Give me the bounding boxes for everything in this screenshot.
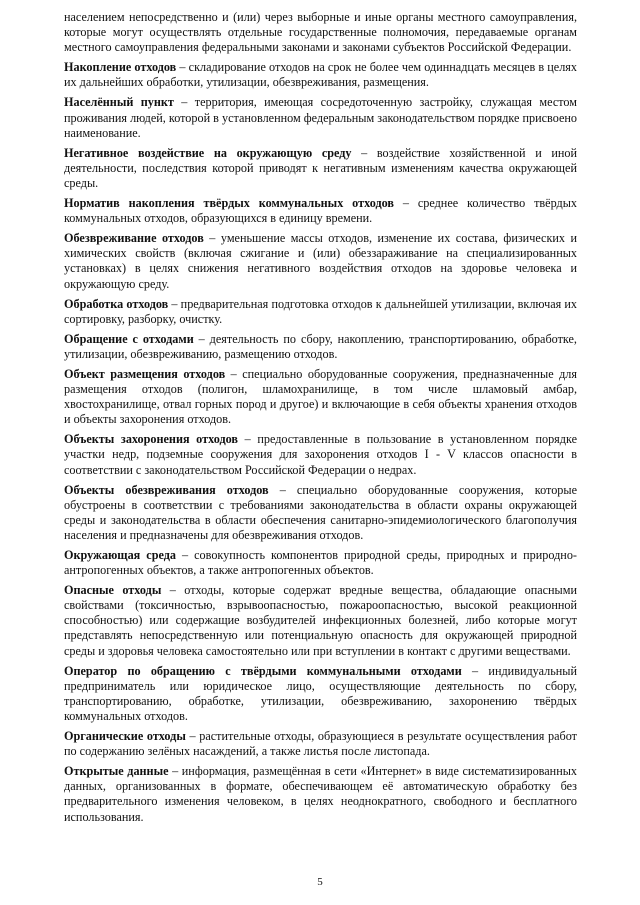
glossary-entry — [64, 729, 577, 759]
page-number: 5 — [317, 876, 323, 888]
glossary-entry — [64, 231, 577, 291]
glossary-entry — [64, 583, 577, 658]
glossary-definition: – складирование отходов на срок не более чем одиннадцать месяцев в целях их дальнейших обработки, утилизации, обезвреживания, размещения. — [64, 60, 577, 90]
glossary-term: Накопление отходов — [64, 60, 177, 75]
glossary-definition: – деятельность по сбору, накоплению, транспортированию, обработке, утилизации, обезвреживанию, размещению отходов. — [64, 331, 577, 361]
glossary-entries — [64, 60, 577, 824]
glossary-term: Оператор по обращению с твёрдыми коммунальными отходами — [64, 663, 462, 678]
glossary-entry — [64, 432, 577, 477]
glossary-definition: – специально оборудованные сооружения, которые обустроены в соответствии с требованиями законодательства в области охраны окружающей среды и законодательства в области обеспечения санитарно-эпидемиологического благополучия населения и предназначены для обезвреживания отходов. — [64, 482, 577, 542]
glossary-term: Обработка отходов — [64, 296, 169, 311]
glossary-entry — [64, 664, 577, 724]
glossary-term: Объекты захоронения отходов — [64, 432, 239, 447]
glossary-definition: – предварительная подготовка отходов к дальнейшей утилизации, включая их сортировку, разборку, очистку. — [64, 296, 577, 326]
glossary-definition: – специально оборудованные сооружения, предназначенные для размещения отходов (полигон, шламохранилище, в том числе шламовый амбар, хвостохранилище, отвал горных пород и другое) и включающие в себя объекты хранения отходов и объекты захоронения отходов. — [64, 366, 577, 427]
glossary-term: Обезвреживание отходов — [64, 231, 204, 246]
glossary-definition: – среднее количество твёрдых коммунальных отходов, образующихся в единицу времени. — [64, 196, 577, 226]
glossary-entry — [64, 146, 577, 191]
glossary-entry — [64, 548, 577, 578]
glossary-definition: – растительные отходы, образующиеся в результате осуществления работ по содержанию зелёных насаждений, а также листья после листопада. — [64, 729, 577, 759]
glossary-entry — [64, 764, 577, 824]
glossary-definition: – территория, имеющая сосредоточенную застройку, служащая местом проживания людей, которой в установленном федеральным законодательством порядке присвоено наименование. — [64, 95, 577, 140]
glossary-term: Норматив накопления твёрдых коммунальных отходов — [64, 196, 394, 211]
glossary-term: Опасные отходы — [64, 583, 162, 598]
glossary-term: Окружающая среда — [64, 548, 176, 562]
glossary-term: Обращение с отходами — [64, 331, 194, 346]
glossary-term: Объект размещения отходов — [64, 366, 226, 381]
glossary-body — [64, 10, 577, 830]
glossary-definition: – отходы, которые содержат вредные вещества, обладающие опасными свойствами (токсичностью, взрывоопасностью, пожароопасностью, высокой реакционной способностью) или содержащие возбудителей инфекционных болезней, либо которые могут представлять непосредственную или потенциальную опасность для окружающей природной среды и здоровья человека самостоятельно или при вступлении в контакт с другими веществами. — [64, 583, 577, 658]
glossary-definition: – предоставленные в пользование в установленном порядке участки недр, подземные сооружения для захоронения отходов I - V классов опасности в соответствии с законодательством Российской Федерации о недрах. — [64, 432, 577, 477]
glossary-term: Негативное воздействие на окружающую среду — [64, 145, 352, 160]
glossary-entry — [64, 196, 577, 226]
glossary-term: Открытые данные — [64, 764, 169, 779]
glossary-entry — [64, 367, 577, 427]
glossary-definition: – информация, размещённая в сети «Интернет» в виде систематизированных данных, организованных в формате, обеспечивающем её автоматическую обработку без предварительного изменения человеком, в целях неоднократного, свободного и бесплатного использования. — [64, 764, 577, 824]
glossary-term: Органические отходы — [64, 729, 186, 744]
glossary-entry — [64, 483, 577, 543]
glossary-definition: – воздействие хозяйственной и иной деятельности, последствия которой приводят к негативным изменениям качества окружающей среды. — [64, 145, 578, 190]
continuation-paragraph: населением непосредственно и (или) через выборные и иные органы местного самоуправления, которые могут осуществлять отдельные государственные полномочия, передаваемые органам местного самоуправления федеральными законами и законами субъектов Российской Федерации. — [64, 10, 577, 55]
glossary-entry — [64, 297, 577, 327]
glossary-term: Населённый пункт — [64, 95, 174, 110]
glossary-term: Объекты обезвреживания отходов — [64, 482, 269, 497]
glossary-definition: – индивидуальный предприниматель или юридическое лицо, осуществляющие деятельность по сбору, транспортированию, обработке, утилизации, обезвреживанию, захоронению твёрдых коммунальных отходов. — [64, 663, 577, 723]
glossary-definition: – совокупность компонентов природной среды, природных и природно-антропогенных объектов, а также антропогенных объектов. — [64, 548, 577, 578]
glossary-entry — [64, 332, 577, 362]
glossary-entry — [64, 95, 577, 140]
glossary-entry — [64, 60, 577, 90]
glossary-definition: – уменьшение массы отходов, изменение их состава, физических и химических свойств (включая сжигание и (или) обеззараживание на специализированных установках) в целях снижения негативного воздействия отходов на здоровье человека и окружающую среду. — [64, 231, 577, 291]
